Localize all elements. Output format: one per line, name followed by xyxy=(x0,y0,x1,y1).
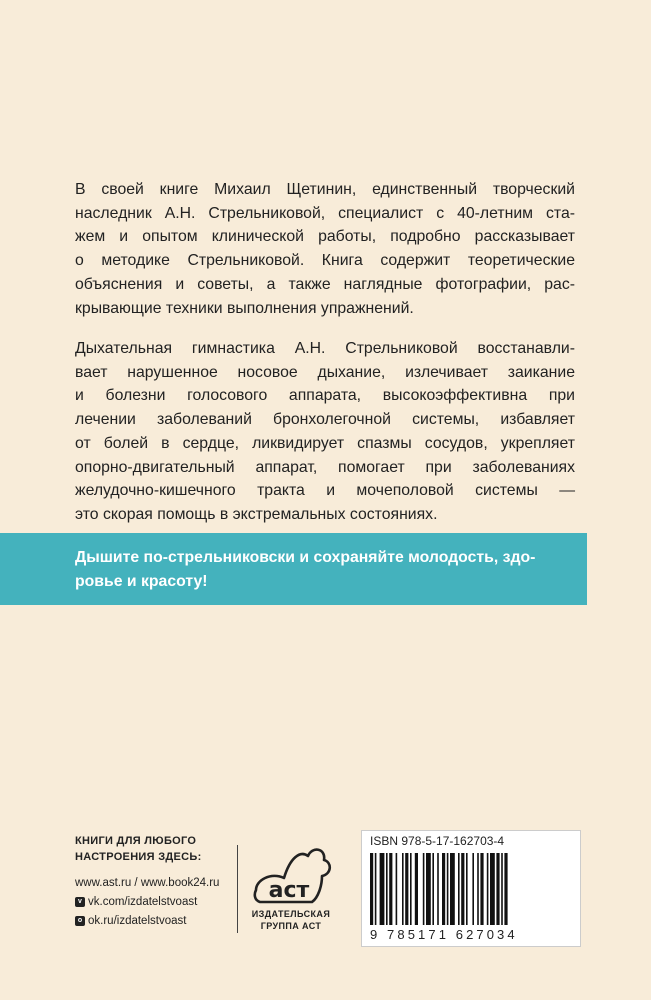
publisher-line: ИЗДАТЕЛЬСКАЯ xyxy=(251,909,331,919)
barcode-bar xyxy=(442,853,445,925)
ok-link[interactable] xyxy=(75,915,186,927)
barcode-bar xyxy=(410,853,412,925)
footer-slogan xyxy=(75,833,202,865)
description-paragraph-2 xyxy=(75,337,575,527)
slogan-banner xyxy=(0,533,587,605)
barcode-bar xyxy=(490,853,495,925)
banner-line: ровье и красоту! xyxy=(75,572,208,590)
publisher-line: ГРУППА АСТ xyxy=(260,921,322,931)
publisher-logo xyxy=(246,840,336,932)
banner-line: Дышите по-стрельниковски и сохраняйте молодость, здо- xyxy=(75,549,536,566)
text-line: жем и опытом клинической работы, подробно рассказывает xyxy=(75,228,575,246)
vk-link-text: vk.com/izdatelstvoast xyxy=(88,896,198,908)
footer-divider xyxy=(237,845,238,933)
barcode-bar xyxy=(450,853,455,925)
barcode-bar xyxy=(423,853,425,925)
barcode-bar xyxy=(370,853,373,925)
barcode-bar xyxy=(405,853,408,925)
barcode-bar xyxy=(487,853,489,925)
ok-icon: o xyxy=(75,916,85,926)
barcode-bar xyxy=(447,853,449,925)
text-line: В своей книге Михаил Щетинин, единственный творческий xyxy=(75,181,575,198)
ast-logo-icon xyxy=(246,840,336,908)
barcode-bar xyxy=(380,853,385,925)
barcode-bar xyxy=(504,853,507,925)
barcode-bar xyxy=(415,853,418,925)
publisher-name xyxy=(246,908,336,932)
text-line: Дыхательная гимнастика А.Н. Стрельниковой восстанавли- xyxy=(75,340,575,357)
barcode-bar xyxy=(437,853,439,925)
barcode-bar xyxy=(426,853,431,925)
text-line: лечении заболеваний бронхолегочной системы, избавляет xyxy=(75,411,575,429)
banner-text xyxy=(75,546,575,593)
barcode-bar xyxy=(386,853,388,925)
vk-icon: v xyxy=(75,897,85,907)
barcode-bar xyxy=(458,853,460,925)
text-line: от болей в сердце, ликвидирует спазмы сосудов, укрепляет xyxy=(75,434,575,452)
barcode-bar xyxy=(402,853,404,925)
text-line: вает нарушенное носовое дыхание, излечивает заикание xyxy=(75,363,575,381)
description-paragraph-1 xyxy=(75,178,575,320)
text-line: опорно-двигательный аппарат, помогает при заболеваниях xyxy=(75,458,575,476)
barcode-icon xyxy=(370,853,570,925)
slogan-line: КНИГИ ДЛЯ ЛЮБОГО xyxy=(75,835,197,847)
footer-links xyxy=(75,833,220,927)
text-line: и болезни голосового аппарата, высокоэффективна при xyxy=(75,387,575,405)
text-line: крывающие техники выполнения упражнений. xyxy=(75,299,414,317)
text-line: желудочно-кишечного тракта и мочеполовой системы — xyxy=(75,482,575,500)
barcode-bar xyxy=(461,853,464,925)
barcode-bar xyxy=(472,853,474,925)
text-line: наследник А.Н. Стрельниковой, специалист с 40-летним ста- xyxy=(75,204,575,222)
slogan-line: НАСТРОЕНИЯ ЗДЕСЬ: xyxy=(75,851,202,863)
text-line: о методике Стрельниковой. Книга содержит теоретические xyxy=(75,252,575,270)
barcode-bar xyxy=(389,853,392,925)
barcode-bar xyxy=(477,853,479,925)
barcode-bar xyxy=(396,853,398,925)
logo-wordmark: аст xyxy=(268,878,310,903)
text-line: объяснения и советы, а также наглядные фотографии, рас- xyxy=(75,275,575,293)
barcode-bar xyxy=(432,853,434,925)
barcode-bar xyxy=(501,853,503,925)
barcode-bar xyxy=(375,853,377,925)
barcode-bar xyxy=(480,853,483,925)
ok-link-text: ok.ru/izdatelstvoast xyxy=(88,915,187,927)
vk-link[interactable] xyxy=(75,896,197,908)
barcode-bar xyxy=(496,853,499,925)
isbn-text: ISBN 978-5-17-162703-4 xyxy=(370,834,505,848)
barcode-bar xyxy=(466,853,468,925)
isbn-barcode xyxy=(361,830,581,947)
barcode-number: 9 785171 627034 xyxy=(370,927,518,942)
text-line: это скорая помощь в экстремальных состояниях. xyxy=(75,505,438,523)
website-links[interactable]: www.ast.ru / www.book24.ru xyxy=(75,877,220,889)
